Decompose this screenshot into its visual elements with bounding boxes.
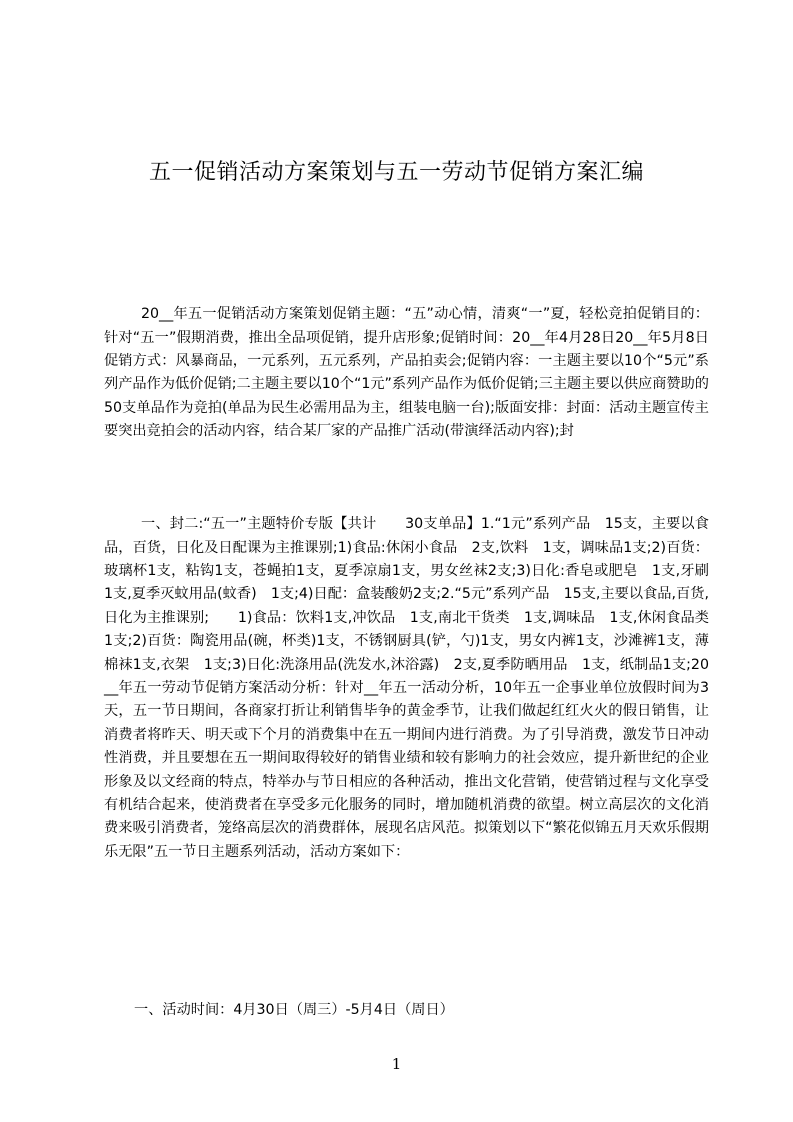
paragraph-product-list-and-analysis: 一、封二:“五一”主题特价专版【共计 30支单品】1.“1元”系列产品 15支，主要以食品，百货，日化及日配课为主推课别;1)食品:休闲小食品 2支,饮料 1支，调味品1支;2)百货：玻璃杯1支，粘钩1支，苍蝇拍1支，夏季凉扇1支，男女丝袜2支;3)日化:香皂或肥皂 1支,牙刷 1支,夏季灭蚊用品(蚊香) 1支;4)日配：盒装酸奶2支;2.“5元”系列产品 15支,主要以食品,百货,日化为主推课别; 1)食品：饮料1支,冲饮品 1支,南北干货类 1支,调味品 1支,休闲食品类 1支;2)百货：陶瓷用品(碗，杯类)1支，不锈钢厨具(铲，勺)1支，男女内裤1支，沙滩裤1支，薄棉袜1支,衣架 1支;3)日化:洗涤用品(洗发水,沐浴露) 2支,夏季防晒用品 1支，纸制品1支;20__年五一劳动节促销方案活动分析：针对__年五一活动分析，10年五一企事业单位放假时间为3天，五一节日期间，各商家打折让利销售毕争的黄金季节，让我们做起红红火火的假日销售，让消费者将昨天、明天或下个月的消费集中在五一期间内进行消费。为了引导消费，激发节日冲动性消费，并且要想在五一期间取得较好的销售业绩和较有影响力的社会效应，提升新世纪的企业形象及以文经商的特点，特举办与节日相应的各种活动，推出文化营销，使营销过程与文化享受有机结合起来，使消费者在享受多元化服务的同时，增加随机消费的欲望。树立高层次的文化消费来吸引消费者，笼络高层次的消费群体，展现名店风范。拟策划以下“繁花似锦五月天欢乐假期乐无限”五一节日主题系列活动，活动方案如下： (104, 516, 724, 860)
paragraph-promotion-overview: 20__年五一促销活动方案策划促销主题：“五”动心情，清爽“一”夏，轻松竞拍促销目的：针对“五一”假期消费，推出全品项促销，提升店形象;促销时间：20__年4月28日20__年5月8日促销方式：风暴商品，一元系列，五元系列，产品拍卖会;促销内容：一主题主要以10个“5元”系列产品作为低价促销;二主题主要以10个“1元”系列产品作为低价促销;三主题主要以供应商赞助的50支单品作为竞拍(单品为民生必需用品为主，组装电脑一台);版面安排：封面：活动主题宣传主要突出竞拍会的活动内容，结合某厂家的产品推广活动(带演绎活动内容);封 (104, 306, 709, 440)
paragraph-activity-time: 一、活动时间：4月30日（周三）-5月4日（周日） (134, 1002, 454, 1019)
page-number: 1 (391, 1055, 402, 1073)
document-title: 五一促销活动方案策划与五一劳动节促销方案汇编 (148, 159, 644, 185)
